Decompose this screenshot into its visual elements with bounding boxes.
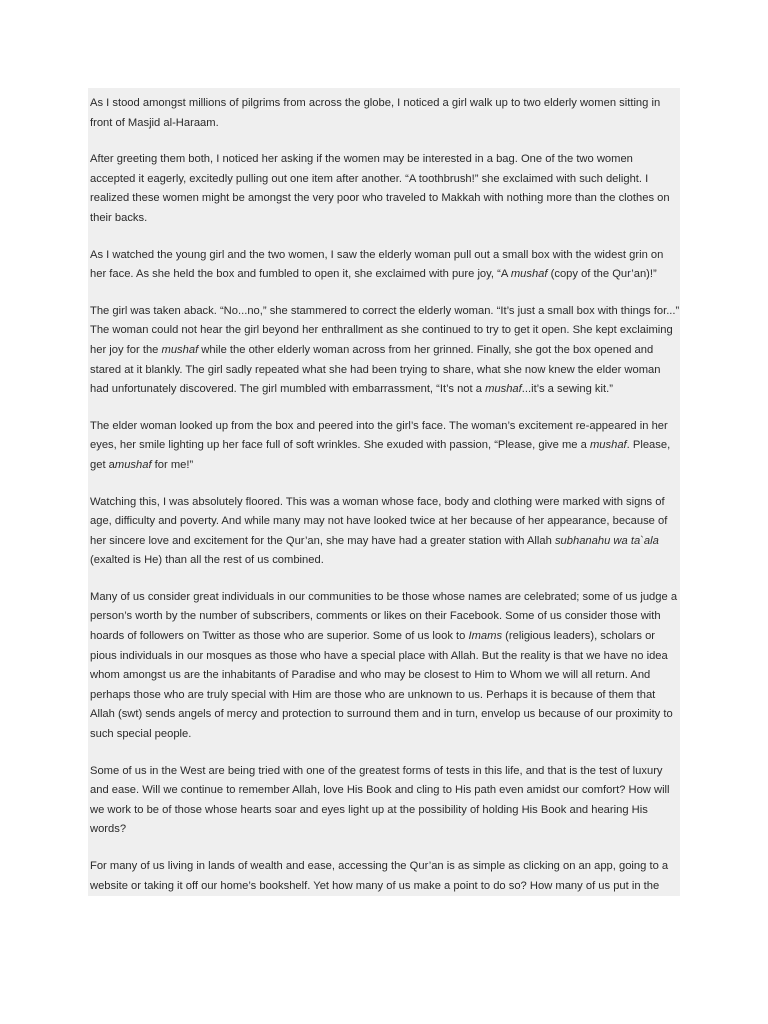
paragraph-5-text-a: The elder woman looked up from the box and peered into the girl’s face. The woman’s excitement re-appeared in her eyes, her smile lighting up her face full of soft wrinkles. She exuded with passion, “Please, give me a bbox=[90, 419, 668, 452]
paragraph-6-text-a: Watching this, I was absolutely floored. This was a woman whose face, body and clothing were marked with signs of age, difficulty and poverty. And while many may not have looked twice at her because of her appearance, because of her sincere love and excitement for the Qur’an, she may have had a greater station with Allah bbox=[90, 495, 668, 547]
paragraph-3-text-a: As I watched the young girl and the two women, I saw the elderly woman pull out a small box with the widest grin on her face. As she held the box and fumbled to open it, she exclaimed with pure joy, “A bbox=[90, 248, 664, 281]
paragraph-4-italic-mushaf-2: mushaf bbox=[485, 383, 522, 396]
paragraph-5-text-e: for me!” bbox=[151, 458, 194, 471]
paragraph-8 bbox=[90, 762, 680, 840]
paragraph-9-text: For many of us living in lands of wealth and ease, accessing the Qur’an is as simple as clicking on an app, going to a website or taking it off our home’s bookshelf. Yet how many of us make a point to do so? How many of us put in the bbox=[90, 860, 669, 892]
paragraph-3-italic-mushaf: mushaf bbox=[510, 268, 548, 281]
paragraph-4-text-a: The girl was taken aback. “No...no,” she stammered to correct the elderly woman. “It’s just a small box with things for...” The woman could not hear the girl beyond her enthrallment as she continued to try to get it open. She kept exclaiming her joy for the bbox=[90, 304, 680, 356]
paragraph-5-italic-mushaf-1: mushaf bbox=[589, 439, 627, 452]
paragraph-7-italic-imams: Imams bbox=[468, 630, 503, 643]
paragraph-5 bbox=[90, 417, 680, 476]
paragraph-7-text-a: Many of us consider great individuals in our communities to be those whose names are celebrated; some of us judge a person’s worth by the number of subscribers, comments or likes on their Facebook. Some of us consider those with hoards of followers on Twitter as those who are superior. Some of us look to bbox=[90, 590, 678, 643]
paragraph-2 bbox=[90, 150, 680, 228]
paragraph-6-italic-subhanahu: subhanahu wa ta`ala bbox=[554, 534, 659, 547]
article-text-block bbox=[88, 88, 680, 896]
paragraph-4 bbox=[90, 302, 680, 400]
paragraph-1-text: As I stood amongst millions of pilgrims from across the globe, I noticed a girl walk up to two elderly women sitting in front of Masjid al-Haraam. bbox=[90, 97, 661, 129]
paragraph-8-text: Some of us in the West are being tried with one of the greatest forms of tests in this life, and that is the test of luxury and ease. Will we continue to remember Allah, love His Book and cling to His path even amidst our comfort? How will we work to be of those whose hearts soar and eyes light up at the possibility of holding His Book and hearing His words? bbox=[90, 764, 670, 836]
paragraph-9 bbox=[90, 857, 680, 896]
paragraph-5-text-c: . Please, get a bbox=[90, 439, 671, 471]
paragraph-7-text-c: (religious leaders), scholars or pious individuals in our mosques as those who have a special place with Allah. But the reality is that we have no idea whom amongst us are the inhabitants of Paradise and who may be closest to Him to Whom we will all return. And perhaps those who are truly special with Him are those who are unknown to us. Perhaps it is because of them that Allah (swt) sends angels of mercy and protection to surround them and in turn, envelop us because of our proximity to such special people. bbox=[90, 630, 673, 741]
paragraph-4-text-c: while the other elderly woman across from her grinned. Finally, she got the box opened and stared at it blankly. The girl sadly repeated what she had been trying to share, what she now knew the elder woman had unfortunately discovered. The girl mumbled with embarrassment, “It’s not a bbox=[90, 343, 661, 396]
paragraph-2-text: After greeting them both, I noticed her asking if the women may be interested in a bag. One of the two women accepted it eagerly, excitedly pulling out one item after another. “A toothbrush!” she exclaimed with such delight. I realized these women might be amongst the very poor who traveled to Makkah with nothing more than the clothes on their backs. bbox=[90, 153, 670, 224]
paragraph-4-text-e: ...it’s a sewing kit.” bbox=[521, 383, 613, 396]
paragraph-1 bbox=[90, 94, 680, 133]
paragraph-5-italic-mushaf-2: mushaf bbox=[114, 458, 152, 471]
paragraph-6 bbox=[90, 493, 680, 571]
paragraph-3 bbox=[90, 246, 680, 285]
paragraph-3-text-c: (copy of the Qur’an)!” bbox=[547, 268, 657, 281]
paragraph-6-text-c: (exalted is He) than all the rest of us combined. bbox=[90, 554, 324, 567]
paragraph-7 bbox=[90, 588, 680, 745]
paragraph-4-italic-mushaf-1: mushaf bbox=[161, 343, 199, 356]
